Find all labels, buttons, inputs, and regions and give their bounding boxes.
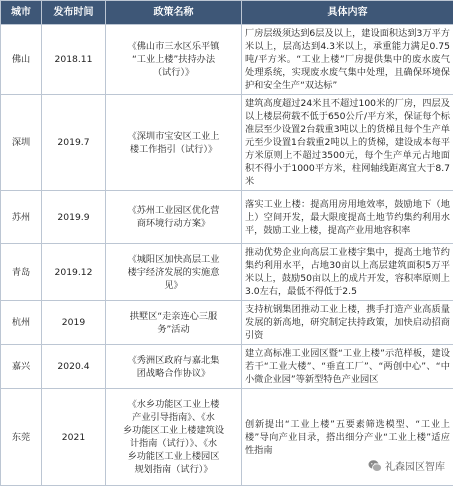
policy-name-line: 《秀洲区政府与嘉北集 <box>109 354 238 367</box>
policy-name-line: 《城阳区加快高层工业 <box>109 253 238 266</box>
cell-city: 杭州 <box>1 301 42 345</box>
policy-name-line: 产业引导指南》、《水 <box>109 411 238 424</box>
policy-name-line: 乡功能区工业上楼建筑设 <box>109 424 238 437</box>
cell-city: 东莞 <box>1 389 42 486</box>
cell-policy <box>106 345 242 389</box>
cell-date: 2019.9 <box>42 191 106 244</box>
cell-policy <box>106 191 242 244</box>
cell-policy <box>106 389 242 486</box>
watermark <box>366 458 447 473</box>
policy-name-line: 计指南（试行）》、《水 <box>109 437 238 450</box>
cell-content: 创新提出“工业上楼”五要素筛选模型、“工业上楼”导向产业目录，搭出细分产业“工业上楼”适应性指南 <box>242 389 453 486</box>
header-content: 具体内容 <box>242 1 453 25</box>
header-city: 城市 <box>1 1 42 25</box>
table-row <box>1 301 453 345</box>
policy-name-line: 《佛山市三水区乐平镇 <box>109 40 238 53</box>
policy-name-line: 楼工作指引（试行）》 <box>109 143 238 156</box>
cell-policy <box>106 25 242 95</box>
cell-policy <box>106 244 242 301</box>
cell-policy <box>106 301 242 345</box>
policy-name-line: “工业上楼”扶持办法 <box>109 53 238 66</box>
cell-policy <box>106 95 242 191</box>
cell-city: 嘉兴 <box>1 345 42 389</box>
cell-content: 厂房层级须达到6层及以上，建设面积达到3万平方米以上，层高达到4.3米以上，承重能力满足0.75吨/平方米。“工业上楼”厂房提供集中的废水废气处理系统，实现废水废气集中处理，且确保环境保护和安全生产“双达标” <box>242 25 453 95</box>
cell-date: 2019 <box>42 301 106 345</box>
policy-name-line: 乡功能区工业上楼园区 <box>109 450 238 463</box>
policy-name-line: （试行）》 <box>109 66 238 79</box>
header-policy: 政策名称 <box>106 1 242 25</box>
policy-name-line: 《苏州工业园区优化营 <box>109 204 238 217</box>
watermark-text: 礼森园区智库 <box>385 458 445 473</box>
policy-name-line: 规划指南（试行）》 <box>109 463 238 476</box>
table-row <box>1 345 453 389</box>
cell-date: 2021 <box>42 389 106 486</box>
table-header-row <box>1 1 453 25</box>
cell-date: 2018.11 <box>42 25 106 95</box>
policy-name-line: 《水乡功能区工业上楼 <box>109 398 238 411</box>
cell-content: 支持杭钢集团推动工业上楼，携手打造产业高质量发展的新高地，研究制定扶持政策，加快启动招商引资 <box>242 301 453 345</box>
cell-content: 建立高标准工业园区暨“工业上楼”示范样板，建设若干“工业大楼”、“垂直工厂”、“两创中心”、“中小微企业园”等新型特色产业园区 <box>242 345 453 389</box>
table-row <box>1 95 453 191</box>
cell-date: 2019.7 <box>42 95 106 191</box>
policy-name-line: 商环境行动方案》 <box>109 217 238 230</box>
cell-content: 落实工业上楼：提高用房用地效率，鼓励地下（地上）空间开发，最大限度提高土地节约集约利用水平，鼓励工业上楼，提高产业用地容积率 <box>242 191 453 244</box>
policy-name-line: 楼宇经济发展的实施意 <box>109 266 238 279</box>
table-row <box>1 191 453 244</box>
cell-city: 深圳 <box>1 95 42 191</box>
policy-name-line: 《深圳市宝安区工业上 <box>109 130 238 143</box>
policy-name-line: 务”活动 <box>109 323 238 336</box>
cell-city: 青岛 <box>1 244 42 301</box>
cell-content: 推动优势企业向高层工业楼宇集中，提高土地节约集约利用水平，占地30亩以上高层建筑面积5万平米以上，鼓励50亩以上的成片开发，容积率原则上3.0左右，最低不得低于2.5 <box>242 244 453 301</box>
table-body <box>1 25 453 486</box>
cell-city: 佛山 <box>1 25 42 95</box>
cell-city: 苏州 <box>1 191 42 244</box>
header-date: 发布时间 <box>42 1 106 25</box>
wechat-icon <box>368 459 382 473</box>
cell-content: 建筑高度超过24米且不超过100米的厂房，四层及以上楼层荷载不低于650公斤/平方米，保证每个标准层至少设置2台载重3吨以上的货梯且每个生产单元至少设置1台载重2吨以上的货梯，建设成本每平方米原则上不超过3500元，每个生产单元占地面积不得小于1000平方米，柱网轴线距离宜大于8.7米 <box>242 95 453 191</box>
table-row <box>1 244 453 301</box>
cell-date: 2019.12 <box>42 244 106 301</box>
cell-date: 2020.4 <box>42 345 106 389</box>
policy-name-line: 见》 <box>109 279 238 292</box>
policy-name-line: 团战略合作协议》 <box>109 367 238 380</box>
table-row <box>1 25 453 95</box>
policy-name-line: 拱墅区“走亲连心三服 <box>109 310 238 323</box>
